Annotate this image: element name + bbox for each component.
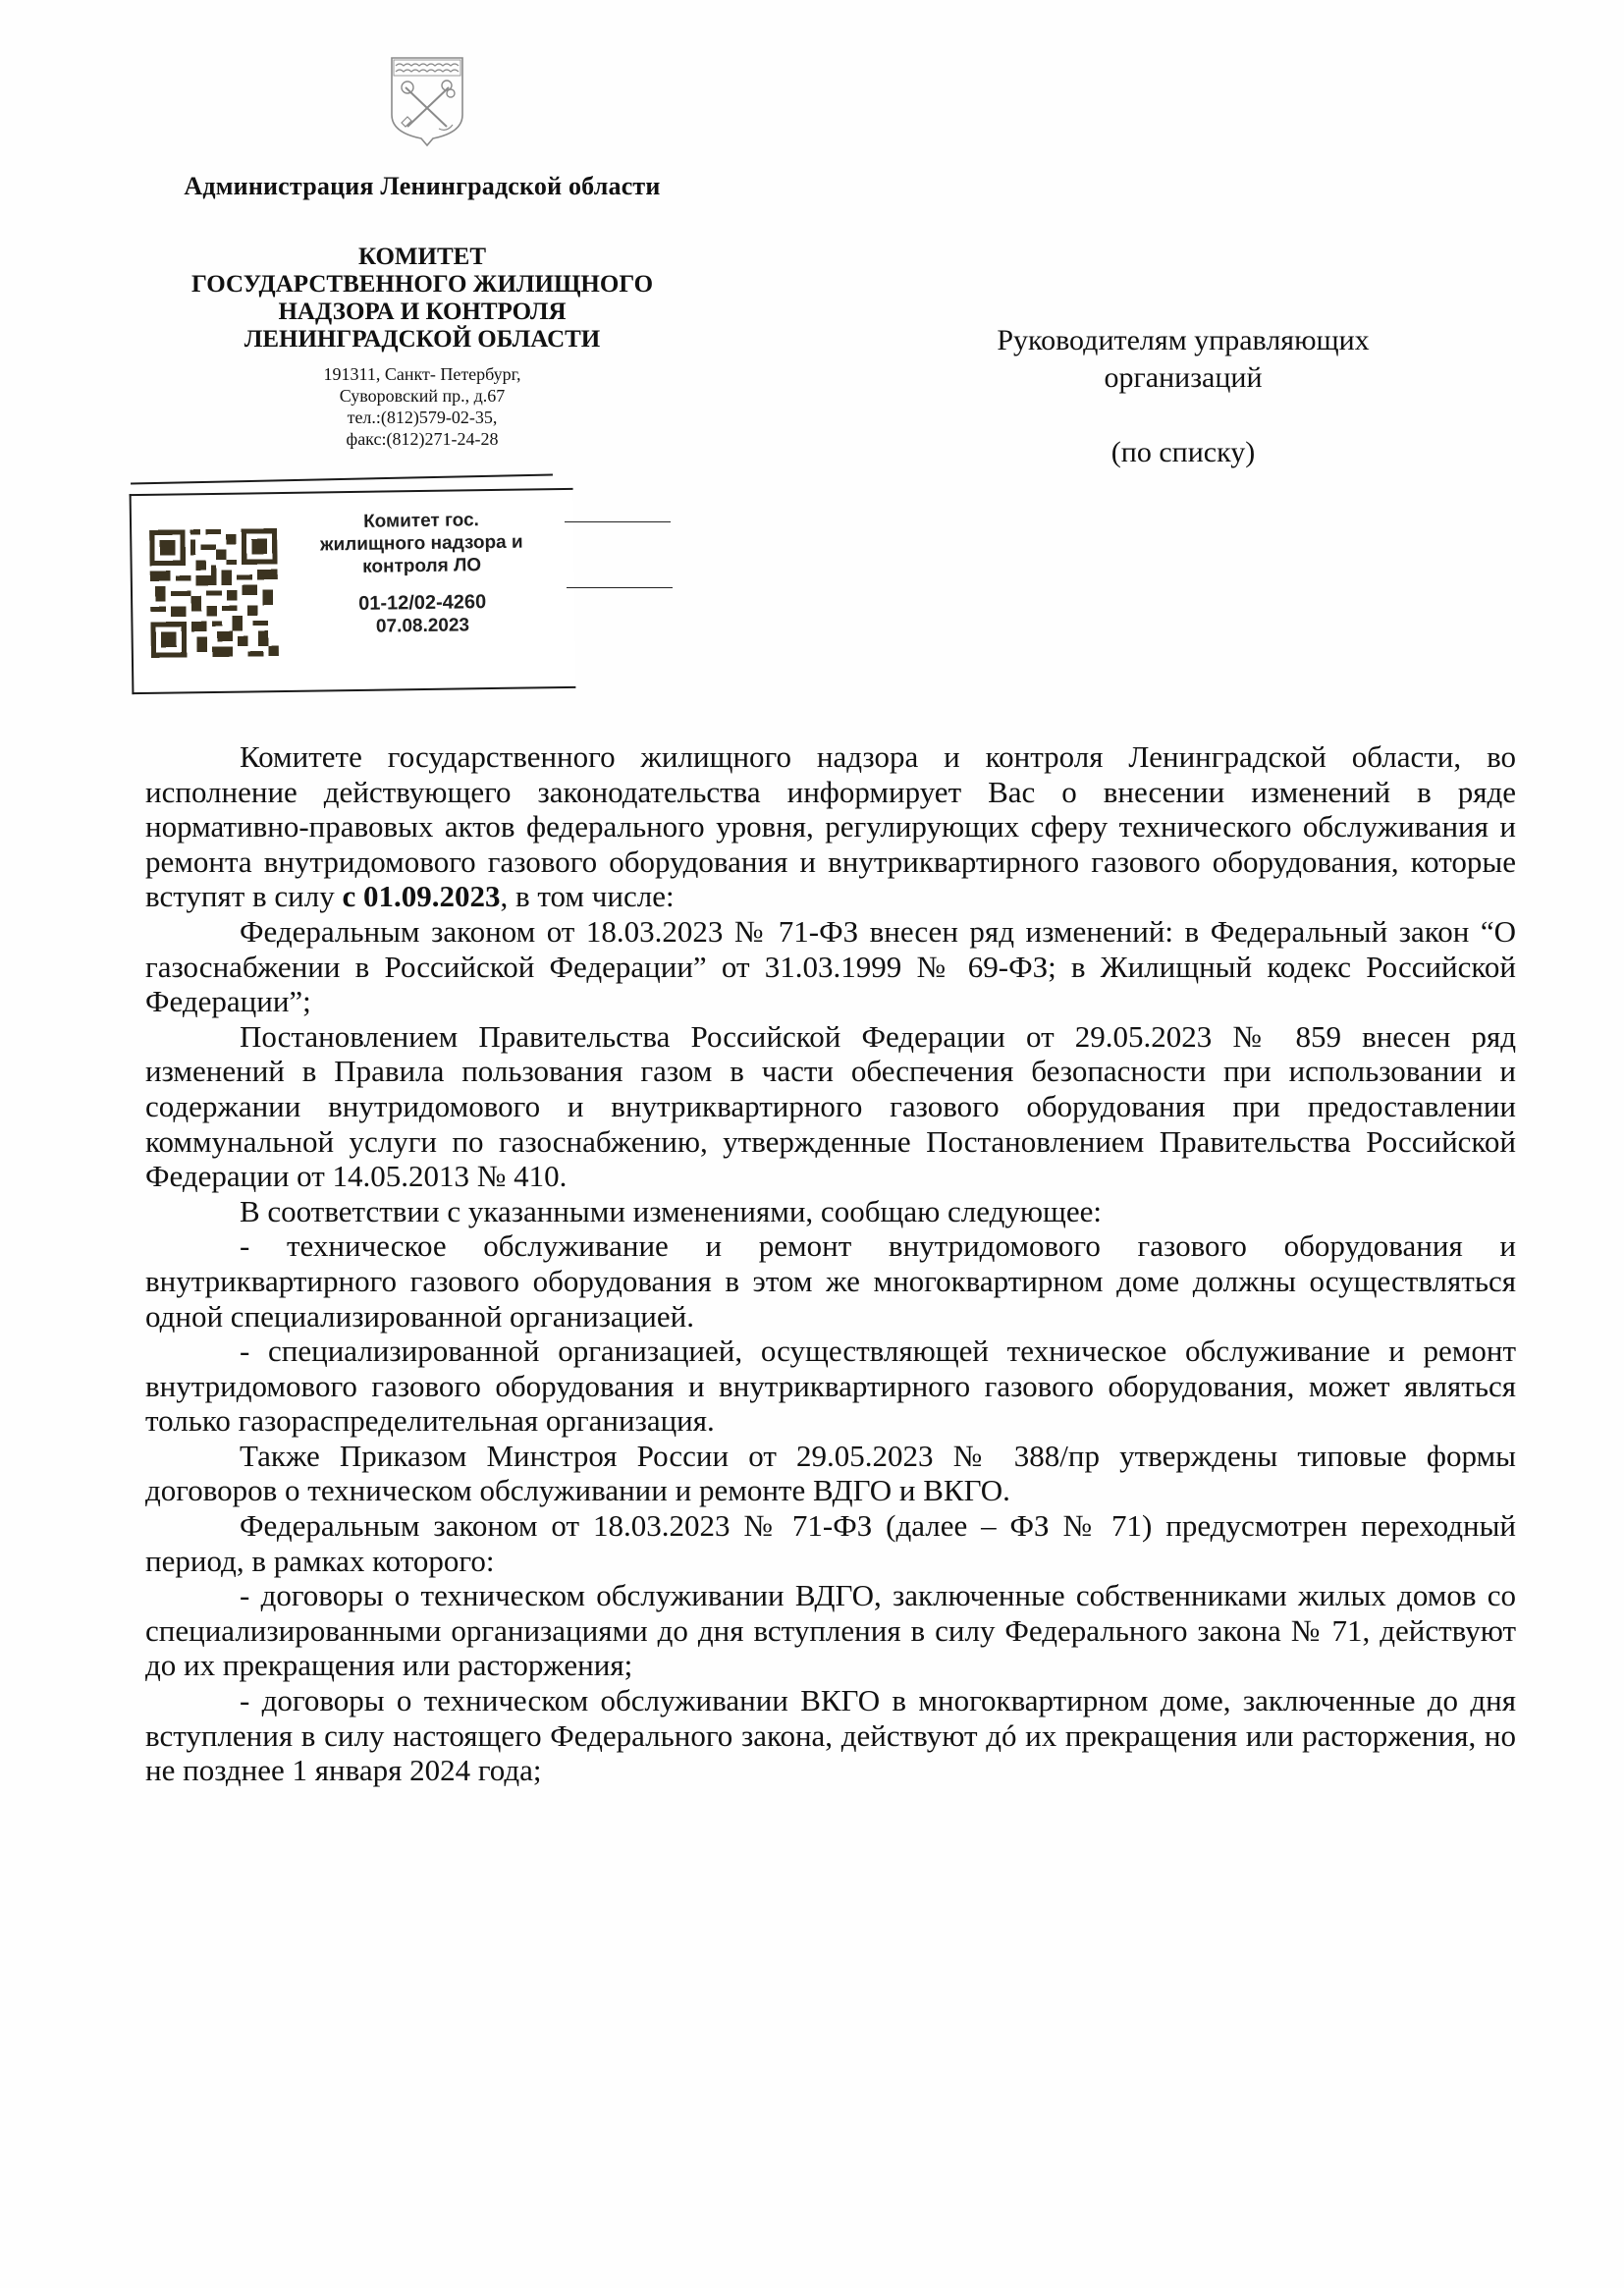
addressee-block [923, 322, 1443, 471]
list-item: - договоры о техническом обслуживании ВДГО, заключенные собственниками жилых домов со специализированными организациями до дня вступления в силу Федерального закона № 71, действуют до их прекращения или расторжения; [145, 1578, 1516, 1683]
paragraph-text: , в том числе: [500, 879, 675, 914]
addressee-line: Руководителям управляющих [997, 324, 1370, 356]
committee-address [128, 363, 717, 450]
phone-line: тел.:(812)579-02-35, [347, 408, 498, 427]
addressee-line: организаций [1104, 361, 1263, 394]
committee-name [128, 244, 717, 354]
list-item: - техническое обслуживание и ремонт внутридомового газового оборудования и внутриквартирного газового оборудования в этом же многоквартирном доме должны осуществляться одной специализированной организацией. [145, 1228, 1516, 1334]
paragraph: Федеральным законом от 18.03.2023 № 71-ФЗ (далее – ФЗ № 71) предусмотрен переходный период, в рамках которого: [145, 1508, 1516, 1578]
committee-line: ЛЕНИНГРАДСКОЙ ОБЛАСТИ [244, 326, 601, 353]
registration-stamp [130, 488, 576, 694]
address-line: Суворовский пр., д.67 [339, 386, 506, 406]
effective-date: с 01.09.2023 [342, 879, 501, 914]
address-line: 191311, Санкт- Петербург, [323, 364, 521, 384]
committee-line: НАДЗОРА И КОНТРОЛЯ [278, 299, 567, 325]
stamp-divider [131, 473, 553, 484]
addressee-note: (по списку) [1110, 436, 1256, 468]
paragraph: Также Приказом Минстроя России от 29.05.2023 № 388/пр утверждены типовые формы договоров о техническом обслуживании и ремонте ВДГО и ВКГО. [145, 1438, 1516, 1508]
paragraph: В соответствии с указанными изменениями, сообщаю следующее: [240, 1193, 1103, 1228]
committee-line: КОМИТЕТ [357, 244, 487, 270]
registration-date: 07.08.2023 [375, 615, 470, 637]
paragraph [145, 739, 1516, 914]
paragraph: Федеральным законом от 18.03.2023 № 71-ФЗ внесен ряд изменений: в Федеральный закон “О газоснабжении в Российской Федерации” от 31.03.1999 № 69-ФЗ; в Жилищный кодекс Российской Федерации”; [145, 913, 1516, 1019]
paragraph: Постановлением Правительства Российской Федерации от 29.05.2023 № 859 внесен ряд изменений в Правила пользования газом в части обеспечения безопасности при использовании и содержании внутридомового и внутриквартирного газового оборудования при предоставлении коммунальной услуги по газоснабжению, утвержденные Постановлением Правительства Российской Федерации от 14.05.2013 № 410. [145, 1018, 1516, 1194]
stamp-org-line: жилищного надзора и [319, 531, 523, 556]
registration-number: 01-12/02-4260 [357, 591, 487, 615]
letter-body [145, 739, 1516, 1788]
list-item: - договоры о техническом обслуживании ВКГО в многоквартирном доме, заключенные до дня вступления в силу настоящего Федерального закона, действуют дó их прекращения или расторжения, но не позднее 1 января 2024 года; [145, 1683, 1516, 1788]
stamp-org-line: Комитет гос. [362, 510, 480, 532]
paragraph-text: Комитете государственного жилищного надзора и контроля Ленинградской области, во исполнение действующего законодательства информирует Вас о внесении изменений в ряде нормативно-правовых актов федерального уровня, регулирующих сферу технического обслуживания и ремонта внутридомового газового оборудования и внутриквартирного газового оборудования, которые вступят в силу [145, 739, 1516, 914]
committee-line: ГОСУДАРСТВЕННОГО ЖИЛИЩНОГО [190, 271, 654, 298]
blank-line [565, 521, 671, 522]
blank-line [567, 587, 673, 588]
administration-title: Администрация Ленинградской области [184, 172, 661, 200]
list-item: - специализированной организацией, осуществляющей техническое обслуживание и ремонт внутридомового газового оборудования и внутриквартирного газового оборудования, может являться только газораспределительная организация. [145, 1334, 1516, 1439]
stamp-org-line: контроля ЛО [362, 555, 482, 577]
leningrad-oblast-coat-of-arms-icon [388, 54, 466, 147]
fax-line: факс:(812)271-24-28 [346, 429, 499, 449]
stamp-text [298, 508, 546, 638]
qr-code-icon [149, 514, 279, 673]
